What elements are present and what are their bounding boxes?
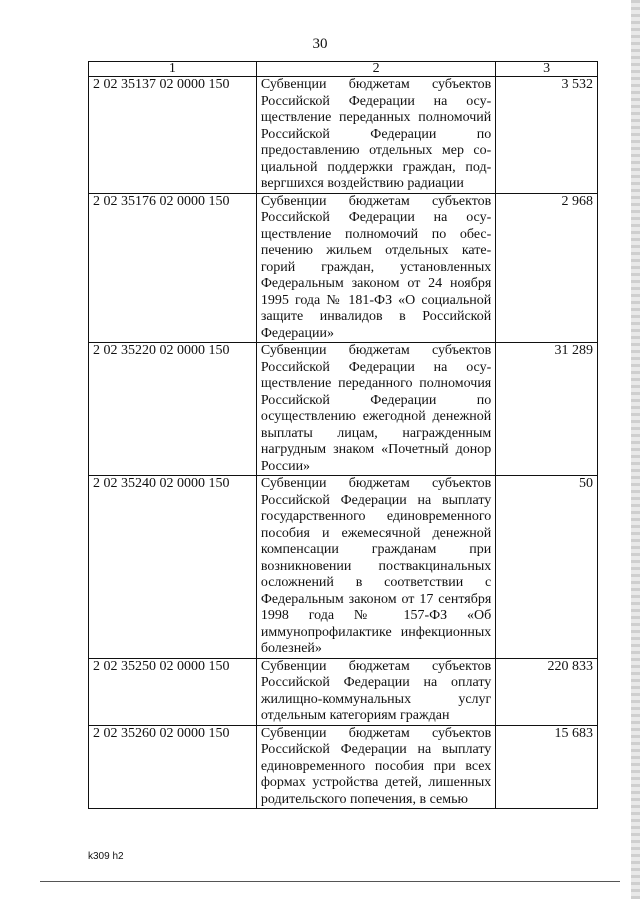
budget-table <box>88 61 598 809</box>
description-cell: Субвенции бюджетам субъектов Российской Федерации на осуществление полномочий по обеспечению жильем отдельных категорий граждан, установленных Федеральным законом от 24 ноября 1995 года № 181-ФЗ «О социальной защите инвалидов в Российской Федерации» <box>256 193 495 343</box>
table-row <box>89 725 598 809</box>
amount-cell: 31 289 <box>496 343 598 476</box>
amount-cell: 15 683 <box>496 725 598 809</box>
scan-edge-strip <box>631 0 640 899</box>
budget-code-cell: 2 02 35260 02 0000 150 <box>89 725 257 809</box>
budget-code-cell: 2 02 35240 02 0000 150 <box>89 476 257 659</box>
column-header-3: 3 <box>496 62 598 77</box>
description-cell: Субвенции бюджетам субъектов Российской Федерации на осуществление переданных полномочий Российской Федерации по предоставлению отдельных мер социальной поддержки граждан, подвергшихся воздействию радиации <box>256 77 495 194</box>
table-row <box>89 193 598 343</box>
description-cell: Субвенции бюджетам субъектов Российской Федерации на осуществление переданного полномочия Российской Федерации по осуществлению ежегодной денежной выплаты лицам, награжденным нагрудным знаком «Почетный донор России» <box>256 343 495 476</box>
description-cell: Субвенции бюджетам субъектов Российской Федерации на оплату жилищно-коммунальных услуг отдельным категориям граждан <box>256 658 495 725</box>
table-row <box>89 343 598 476</box>
description-cell: Субвенции бюджетам субъектов Российской Федерации на выплату единовременного пособия при всех формах устройства детей, лишенных родительского попечения, в семью <box>256 725 495 809</box>
table-header-row <box>89 62 598 77</box>
amount-cell: 2 968 <box>496 193 598 343</box>
table-row <box>89 476 598 659</box>
amount-cell: 3 532 <box>496 77 598 194</box>
budget-code-cell: 2 02 35250 02 0000 150 <box>89 658 257 725</box>
document-code: k309 h2 <box>88 851 124 862</box>
amount-cell: 220 833 <box>496 658 598 725</box>
budget-code-cell: 2 02 35176 02 0000 150 <box>89 193 257 343</box>
column-header-1: 1 <box>89 62 257 77</box>
description-cell: Субвенции бюджетам субъектов Российской Федерации на выплату государственного единовременного пособия и ежемесячной денежной компенсации гражданам при возникновении поствакцинальных осложнений в соответствии с Федеральным законом от 17 сентября 1998 года № 157-ФЗ «Об иммунопрофилактике инфекционных болезней» <box>256 476 495 659</box>
budget-code-cell: 2 02 35220 02 0000 150 <box>89 343 257 476</box>
column-header-2: 2 <box>256 62 495 77</box>
table-row <box>89 77 598 194</box>
bottom-divider <box>40 881 620 882</box>
budget-code-cell: 2 02 35137 02 0000 150 <box>89 77 257 194</box>
amount-cell: 50 <box>496 476 598 659</box>
table-row <box>89 658 598 725</box>
page-number: 30 <box>312 36 328 52</box>
